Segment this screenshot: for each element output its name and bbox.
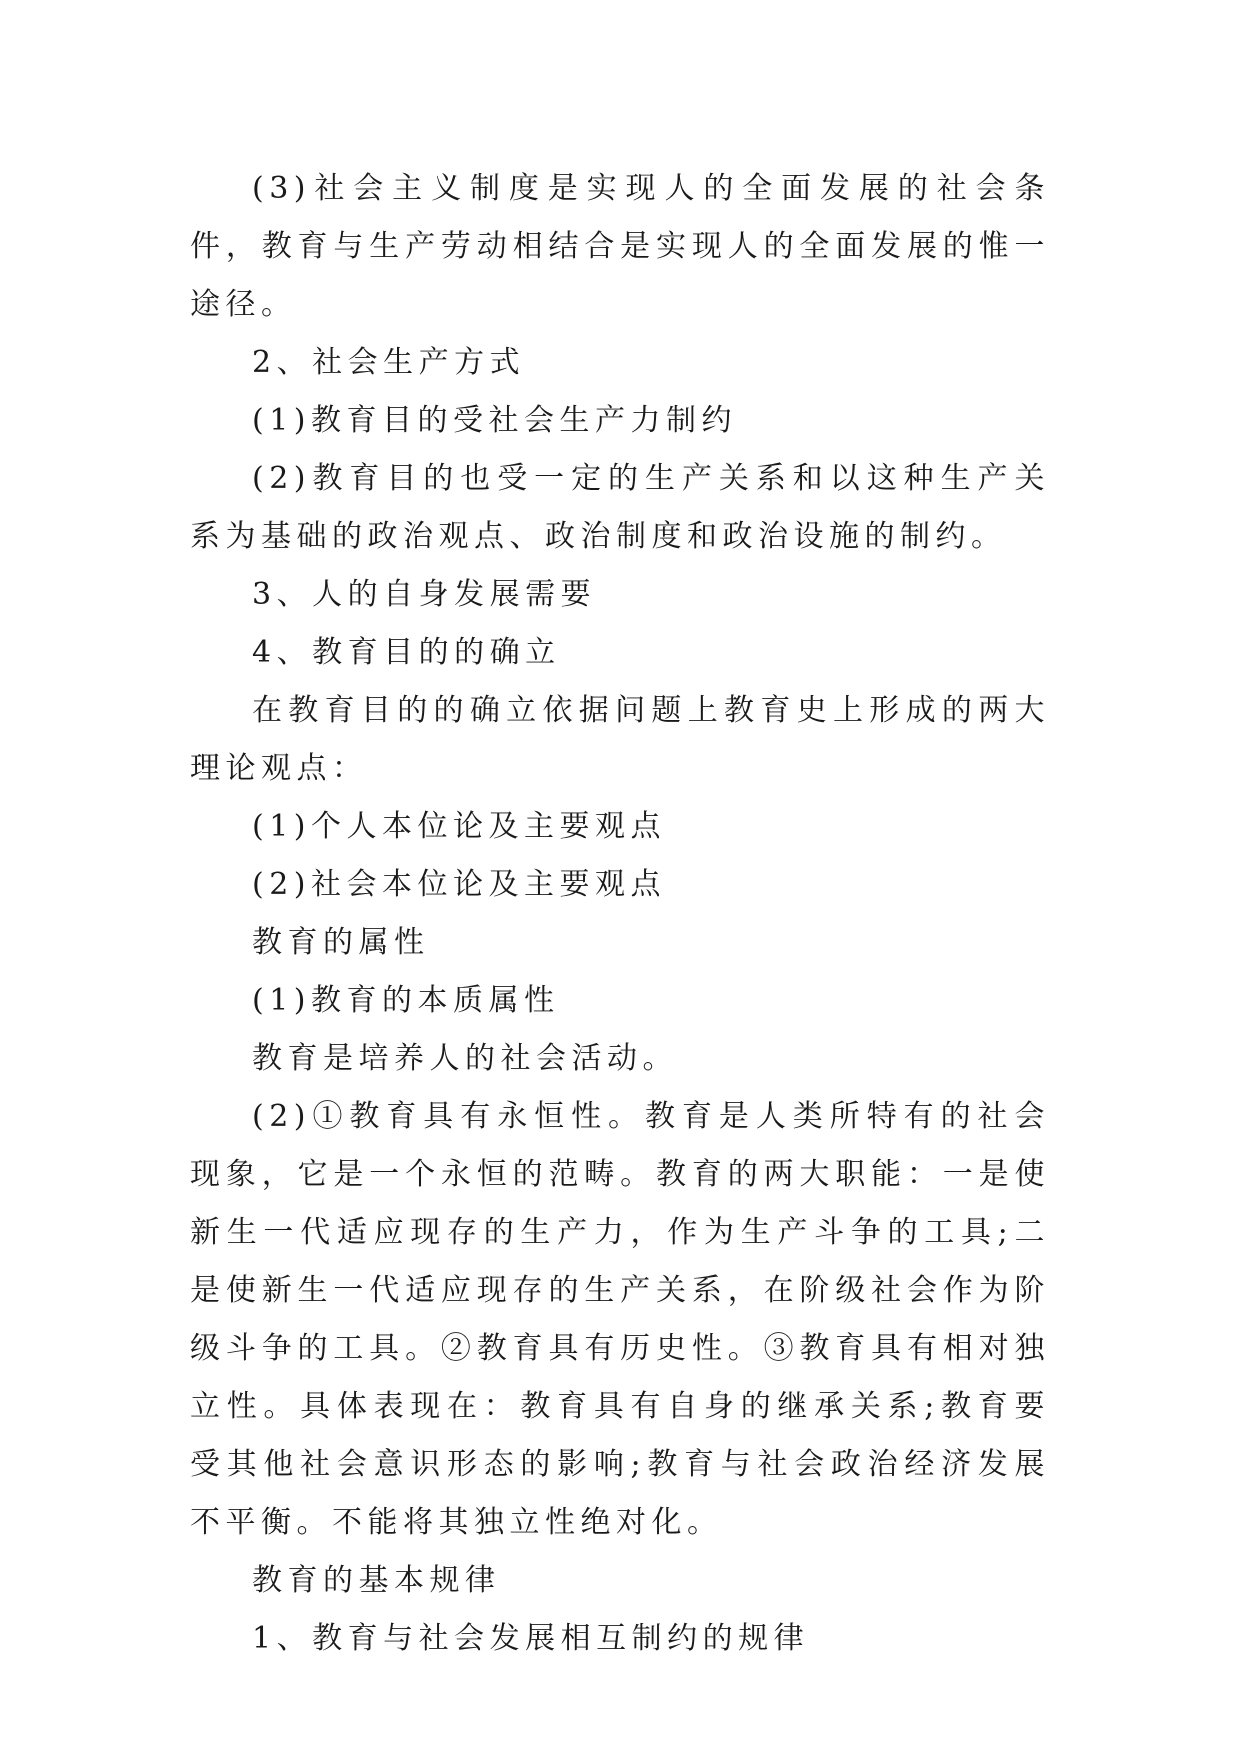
paragraph: (3)社会主义制度是实现人的全面发展的社会条件，教育与生产劳动相结合是实现人的全面发展的惟一途径。 [190, 171, 1050, 322]
list-item: (2)教育目的也受一定的生产关系和以这种生产关系为基础的政治观点、政治制度和政治设施的制约。 [190, 461, 1050, 554]
section-heading: 4、教育目的的确立 [252, 635, 561, 670]
list-item: (1)教育目的受社会生产力制约 [252, 403, 737, 438]
section-heading: 3、人的自身发展需要 [252, 577, 597, 612]
document-body [190, 160, 1050, 1668]
section-heading: 1、教育与社会发展相互制约的规律 [252, 1621, 810, 1656]
paragraph: 教育是培养人的社会活动。 [252, 1041, 678, 1076]
list-item: (1)教育的本质属性 [252, 983, 560, 1018]
list-item: (2)社会本位论及主要观点 [252, 867, 666, 902]
section-heading: 教育的基本规律 [252, 1563, 501, 1598]
list-item: (1)个人本位论及主要观点 [252, 809, 666, 844]
section-heading: 2、社会生产方式 [252, 345, 526, 380]
section-heading: 教育的属性 [252, 925, 430, 960]
paragraph: 在教育目的的确立依据问题上教育史上形成的两大理论观点： [190, 693, 1050, 786]
paragraph: (2)①教育具有永恒性。教育是人类所特有的社会现象，它是一个永恒的范畴。教育的两大职能：一是使新生一代适应现存的生产力，作为生产斗争的工具;二是使新生一代适应现存的生产关系，在阶级社会作为阶级斗争的工具。②教育具有历史性。③教育具有相对独立性。具体表现在：教育具有自身的继承关系;教育要受其他社会意识形态的影响;教育与社会政治经济发展不平衡。不能将其独立性绝对化。 [190, 1099, 1050, 1540]
